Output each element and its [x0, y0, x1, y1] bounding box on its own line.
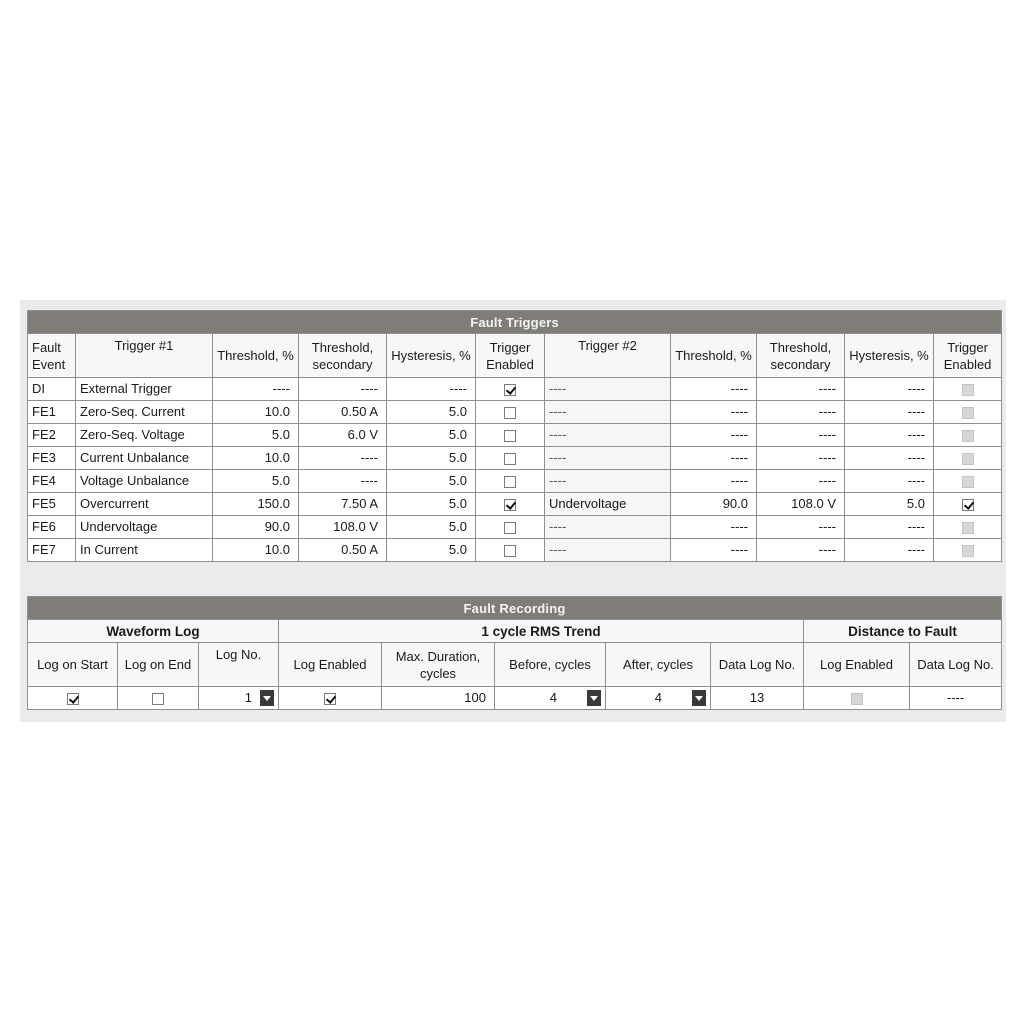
col-before-cycles: Before, cycles	[495, 643, 606, 687]
chevron-down-icon[interactable]	[260, 690, 274, 706]
threshold-sec1-cell[interactable]: ----	[299, 378, 387, 401]
trigger1-cell: Zero-Seq. Voltage	[76, 424, 213, 447]
threshold-pct1-cell[interactable]: 10.0	[213, 401, 299, 424]
hysteresis1-cell[interactable]: 5.0	[387, 493, 476, 516]
log-no-value: 1	[244, 690, 252, 705]
trigger-enabled2-cell	[934, 539, 1002, 562]
fault-triggers-table	[27, 310, 1002, 562]
chevron-down-icon[interactable]	[692, 690, 706, 706]
fault-event-cell: FE3	[28, 447, 76, 470]
trigger2-cell[interactable]: ----	[545, 378, 671, 401]
hysteresis2-cell[interactable]: ----	[845, 447, 934, 470]
trigger2-cell[interactable]: ----	[545, 401, 671, 424]
hysteresis1-cell[interactable]: 5.0	[387, 516, 476, 539]
trigger1-cell: Zero-Seq. Current	[76, 401, 213, 424]
chevron-down-icon[interactable]	[587, 690, 601, 706]
hysteresis2-cell[interactable]: ----	[845, 539, 934, 562]
threshold-pct2-cell[interactable]: ----	[671, 401, 757, 424]
col-hysteresis-2: Hysteresis, %	[845, 334, 934, 378]
table-row	[28, 378, 1002, 401]
threshold-sec1-cell[interactable]: 0.50 A	[299, 401, 387, 424]
trigger-enabled2-cell	[934, 401, 1002, 424]
table-row	[28, 447, 1002, 470]
fault-recording-table	[27, 596, 1002, 710]
threshold-sec2-cell[interactable]: ----	[757, 539, 845, 562]
trigger1-cell: External Trigger	[76, 378, 213, 401]
hysteresis2-cell[interactable]: ----	[845, 401, 934, 424]
fault-event-cell: FE6	[28, 516, 76, 539]
col-fault-event: Fault Event	[28, 334, 76, 378]
trigger-enabled-checkbox[interactable]	[962, 545, 974, 557]
trigger2-cell[interactable]: ----	[545, 424, 671, 447]
threshold-pct2-cell[interactable]: 90.0	[671, 493, 757, 516]
col-log-enabled: Log Enabled	[279, 643, 382, 687]
trigger-enabled-checkbox[interactable]	[504, 407, 516, 419]
trigger-enabled2-cell	[934, 516, 1002, 539]
threshold-pct2-cell[interactable]: ----	[671, 539, 757, 562]
hysteresis2-cell[interactable]: ----	[845, 516, 934, 539]
col-trigger-2: Trigger #2	[545, 334, 671, 378]
threshold-sec1-cell[interactable]: 7.50 A	[299, 493, 387, 516]
threshold-pct1-cell[interactable]: 5.0	[213, 470, 299, 493]
threshold-pct1-cell[interactable]: 150.0	[213, 493, 299, 516]
trigger-enabled2-cell	[934, 493, 1002, 516]
trigger-enabled1-cell	[476, 378, 545, 401]
threshold-pct1-cell[interactable]: ----	[213, 378, 299, 401]
table-row	[28, 401, 1002, 424]
col-trigger-enabled-2: Trigger Enabled	[934, 334, 1002, 378]
trigger-enabled2-cell	[934, 378, 1002, 401]
threshold-sec2-cell[interactable]: ----	[757, 470, 845, 493]
threshold-pct1-cell[interactable]: 90.0	[213, 516, 299, 539]
threshold-sec1-cell[interactable]: ----	[299, 447, 387, 470]
trigger1-cell: Undervoltage	[76, 516, 213, 539]
trigger-enabled-checkbox[interactable]	[962, 384, 974, 396]
log-enabled-cell	[279, 687, 382, 710]
trigger-enabled-checkbox[interactable]	[962, 430, 974, 442]
trigger-enabled1-cell	[476, 401, 545, 424]
fault-event-cell: FE5	[28, 493, 76, 516]
col-trigger-enabled-1: Trigger Enabled	[476, 334, 545, 378]
col-threshold-sec-2: Threshold, secondary	[757, 334, 845, 378]
log-on-end-checkbox[interactable]	[152, 693, 164, 705]
data-log-no-value: 13	[711, 687, 804, 710]
col-threshold-sec-1: Threshold, secondary	[299, 334, 387, 378]
group-rms-trend: 1 cycle RMS Trend	[279, 620, 804, 643]
threshold-sec2-cell[interactable]: ----	[757, 378, 845, 401]
col-dist-data-log-no: Data Log No.	[910, 643, 1002, 687]
col-log-on-start: Log on Start	[28, 643, 118, 687]
col-threshold-pct-1: Threshold, %	[213, 334, 299, 378]
col-log-on-end: Log on End	[118, 643, 199, 687]
trigger-enabled-checkbox[interactable]	[962, 522, 974, 534]
trigger-enabled-checkbox[interactable]	[504, 476, 516, 488]
trigger-enabled-checkbox[interactable]	[962, 453, 974, 465]
threshold-sec1-cell[interactable]: ----	[299, 470, 387, 493]
threshold-pct2-cell[interactable]: ----	[671, 516, 757, 539]
hysteresis2-cell[interactable]: ----	[845, 424, 934, 447]
log-on-start-checkbox[interactable]	[67, 693, 79, 705]
hysteresis2-cell[interactable]: 5.0	[845, 493, 934, 516]
trigger2-cell[interactable]: Undervoltage	[545, 493, 671, 516]
hysteresis1-cell[interactable]: 5.0	[387, 539, 476, 562]
threshold-pct2-cell[interactable]: ----	[671, 378, 757, 401]
table-row	[28, 493, 1002, 516]
col-dist-log-enabled: Log Enabled	[804, 643, 910, 687]
table-row	[28, 424, 1002, 447]
group-waveform-log: Waveform Log	[28, 620, 279, 643]
log-on-end-cell	[118, 687, 199, 710]
trigger2-cell[interactable]: ----	[545, 470, 671, 493]
trigger-enabled2-cell	[934, 470, 1002, 493]
hysteresis1-cell[interactable]: 5.0	[387, 470, 476, 493]
trigger2-cell[interactable]: ----	[545, 516, 671, 539]
fault-recording-title: Fault Recording	[28, 597, 1002, 620]
trigger1-cell: Current Unbalance	[76, 447, 213, 470]
fault-event-cell: FE4	[28, 470, 76, 493]
threshold-sec2-cell[interactable]: ----	[757, 516, 845, 539]
hysteresis1-cell[interactable]: 5.0	[387, 447, 476, 470]
trigger-enabled-checkbox[interactable]	[504, 545, 516, 557]
dist-log-enabled-checkbox[interactable]	[851, 693, 863, 705]
trigger-enabled-checkbox[interactable]	[962, 499, 974, 511]
table-row	[28, 470, 1002, 493]
trigger-enabled-checkbox[interactable]	[504, 430, 516, 442]
threshold-sec2-cell[interactable]: ----	[757, 447, 845, 470]
trigger-enabled2-cell	[934, 424, 1002, 447]
trigger-enabled-checkbox[interactable]	[504, 522, 516, 534]
trigger-enabled-checkbox[interactable]	[504, 499, 516, 511]
fault-triggers-title: Fault Triggers	[28, 311, 1002, 334]
log-on-start-cell	[28, 687, 118, 710]
hysteresis1-cell[interactable]: ----	[387, 378, 476, 401]
trigger2-cell[interactable]: ----	[545, 539, 671, 562]
trigger-enabled2-cell	[934, 447, 1002, 470]
threshold-sec1-cell[interactable]: 108.0 V	[299, 516, 387, 539]
log-enabled-checkbox[interactable]	[324, 693, 336, 705]
col-max-duration: Max. Duration, cycles	[382, 643, 495, 687]
dist-data-log-no-value: ----	[910, 687, 1002, 710]
threshold-pct1-cell[interactable]: 10.0	[213, 539, 299, 562]
dist-log-enabled-cell	[804, 687, 910, 710]
threshold-sec2-cell[interactable]: ----	[757, 424, 845, 447]
max-duration-input[interactable]: 100	[382, 687, 495, 710]
trigger-enabled1-cell	[476, 516, 545, 539]
threshold-sec1-cell[interactable]: 6.0 V	[299, 424, 387, 447]
trigger-enabled-checkbox[interactable]	[962, 407, 974, 419]
trigger1-cell: Voltage Unbalance	[76, 470, 213, 493]
table-row	[28, 516, 1002, 539]
col-threshold-pct-2: Threshold, %	[671, 334, 757, 378]
fault-event-cell: FE7	[28, 539, 76, 562]
after-cycles-value: 4	[654, 690, 662, 705]
trigger-enabled1-cell	[476, 470, 545, 493]
hysteresis1-cell[interactable]: 5.0	[387, 424, 476, 447]
before-cycles-value: 4	[549, 690, 557, 705]
log-no-select[interactable]	[199, 687, 279, 710]
threshold-pct2-cell[interactable]: ----	[671, 424, 757, 447]
trigger-enabled-checkbox[interactable]	[962, 476, 974, 488]
threshold-pct1-cell[interactable]: 10.0	[213, 447, 299, 470]
fault-event-cell: FE2	[28, 424, 76, 447]
recording-row	[28, 687, 1002, 710]
before-cycles-select[interactable]	[495, 687, 606, 710]
group-distance-to-fault: Distance to Fault	[804, 620, 1002, 643]
trigger2-cell[interactable]: ----	[545, 447, 671, 470]
threshold-sec1-cell[interactable]: 0.50 A	[299, 539, 387, 562]
col-trigger-1: Trigger #1	[76, 334, 213, 378]
hysteresis2-cell[interactable]: ----	[845, 378, 934, 401]
trigger-enabled1-cell	[476, 424, 545, 447]
trigger1-cell: In Current	[76, 539, 213, 562]
hysteresis2-cell[interactable]: ----	[845, 470, 934, 493]
hysteresis1-cell[interactable]: 5.0	[387, 401, 476, 424]
col-data-log-no: Data Log No.	[711, 643, 804, 687]
threshold-sec2-cell[interactable]: 108.0 V	[757, 493, 845, 516]
trigger1-cell: Overcurrent	[76, 493, 213, 516]
trigger-enabled1-cell	[476, 493, 545, 516]
col-after-cycles: After, cycles	[606, 643, 711, 687]
col-log-no: Log No.	[199, 643, 279, 687]
threshold-pct1-cell[interactable]: 5.0	[213, 424, 299, 447]
trigger-enabled1-cell	[476, 447, 545, 470]
threshold-pct2-cell[interactable]: ----	[671, 470, 757, 493]
table-row	[28, 539, 1002, 562]
threshold-sec2-cell[interactable]: ----	[757, 401, 845, 424]
trigger-enabled-checkbox[interactable]	[504, 384, 516, 396]
threshold-pct2-cell[interactable]: ----	[671, 447, 757, 470]
fault-event-cell: FE1	[28, 401, 76, 424]
trigger-enabled-checkbox[interactable]	[504, 453, 516, 465]
col-hysteresis-1: Hysteresis, %	[387, 334, 476, 378]
after-cycles-select[interactable]	[606, 687, 711, 710]
trigger-enabled1-cell	[476, 539, 545, 562]
fault-event-cell: DI	[28, 378, 76, 401]
